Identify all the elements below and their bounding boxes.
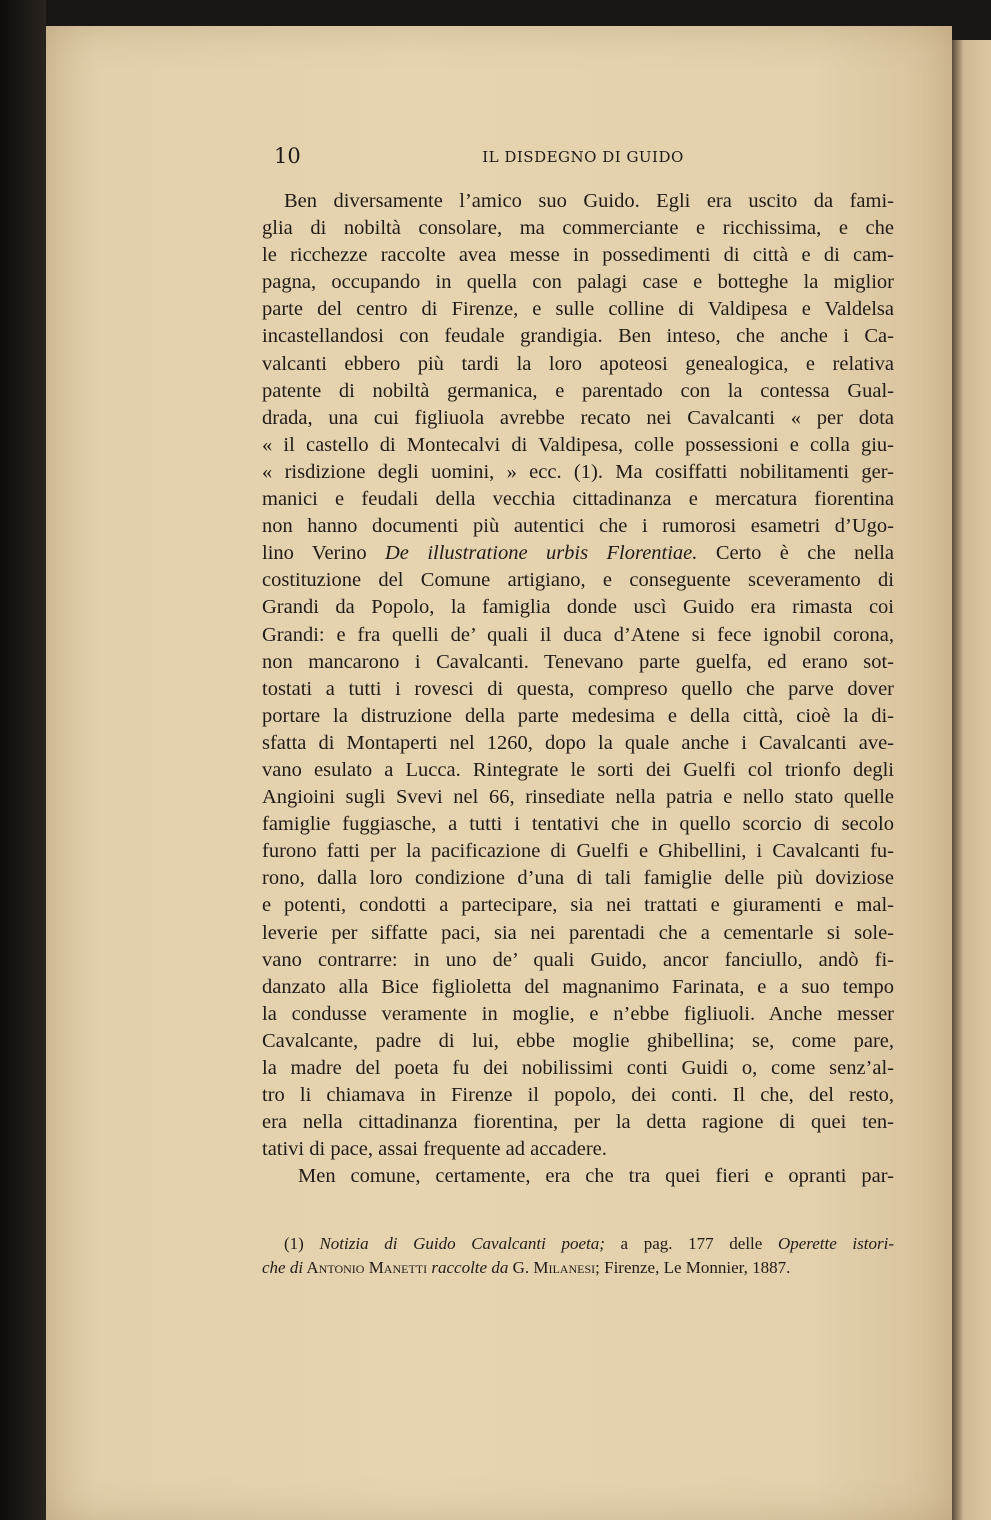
text-line: portare la distruzione della parte medesima e della città, cioè la di- bbox=[262, 704, 894, 727]
text-line: rono, dalla loro condizione d’una di tali famiglie delle più doviziose bbox=[262, 867, 894, 890]
text-line: manici e feudali della vecchia cittadinanza e mercatura fiorentina bbox=[262, 488, 894, 511]
text-line: Grandi: e fra quelli de’ quali il duca d’Atene si fece ignobil corona, bbox=[262, 623, 894, 646]
text-line: famiglie fuggiasche, a tutti i tentativi che in quello scorcio di secolo bbox=[262, 813, 894, 836]
text-line: e potenti, condotti a partecipare, sia nei trattati e giuramenti e mal- bbox=[262, 894, 894, 917]
text-line: vano esulato a Lucca. Rintegrate le sorti dei Guelfi col trionfo degli bbox=[262, 758, 894, 781]
text-line: tativi di pace, assai frequente ad accadere. bbox=[262, 1138, 607, 1161]
text-line: Angioini sugli Svevi nel 66, rinsediate nella patria e nello stato quelle bbox=[262, 786, 894, 809]
text-line: Men comune, certamente, era che tra quei fieri e opranti par- bbox=[298, 1165, 894, 1188]
text-line: costituzione del Comune artigiano, e conseguente sceveramento di bbox=[262, 569, 894, 592]
text-line: le ricchezze raccolte avea messe in possedimenti di città e di cam- bbox=[262, 244, 894, 267]
text-line: pagna, occupando in quella con palagi case e botteghe la miglior bbox=[262, 271, 894, 294]
book-title: De illustratione urbis Florentiae. bbox=[385, 542, 698, 565]
footnote-title: Notizia di Guido Cavalcanti poeta; bbox=[319, 1234, 605, 1253]
text-line: Grandi da Popolo, la famiglia donde uscì Guido era rimasta coi bbox=[262, 596, 894, 619]
text-line: leverie per siffatte paci, sia nei parentadi che a cementarle si sole- bbox=[262, 921, 894, 944]
footnote-marker: (1) bbox=[284, 1234, 304, 1253]
footnote-text: a pag. 177 delle bbox=[604, 1234, 778, 1253]
text-line: non hanno documenti più autentici che i rumorosi esametri d’Ugo- bbox=[262, 515, 894, 538]
text-line: danzato alla Bice figlioletta del magnanimo Farinata, e a suo tempo bbox=[262, 975, 894, 998]
running-title: IL DISDEGNO DI GUIDO bbox=[482, 148, 684, 166]
text-line: sfatta di Montaperti nel 1260, dopo la quale anche i Cavalcanti ave- bbox=[262, 731, 894, 754]
text-line: Cavalcante, padre di lui, ebbe moglie ghibellina; se, come pare, bbox=[262, 1029, 894, 1052]
text-line: vano contrarre: in uno de’ quali Guido, ancor fanciullo, andò fi- bbox=[262, 948, 894, 971]
text-line: parte del centro di Firenze, e sulle colline di Valdipesa e Valdelsa bbox=[262, 298, 894, 321]
footnote-text-italic: che di bbox=[262, 1258, 304, 1277]
book-gutter-shadow bbox=[0, 0, 46, 1520]
footnotes bbox=[262, 1232, 894, 1280]
text-line: valcanti ebbero più tardi la loro apoteosi genealogica, e relativa bbox=[262, 352, 894, 375]
text-line: « il castello di Montecalvi di Valdipesa, colle possessioni e colla giu- bbox=[262, 433, 894, 456]
text-line: tostati a tutti i rovesci di questa, compreso quello che parve dover bbox=[262, 677, 894, 700]
text-line: drada, una cui figliuola avrebbe recato nei Cavalcanti « per dota bbox=[262, 406, 894, 429]
text-line-with-title bbox=[262, 540, 894, 567]
text-segment: lino Verino bbox=[262, 542, 385, 565]
text-line: Ben diversamente l’amico suo Guido. Egli era uscito da fami- bbox=[284, 190, 894, 212]
text-line: tro li chiamava in Firenze il popolo, dei conti. Il che, del resto, bbox=[262, 1084, 894, 1107]
text-line: non mancarono i Cavalcanti. Tenevano parte guelfa, ed erano sot- bbox=[262, 650, 894, 673]
footnote-text-italic: raccolte da bbox=[431, 1258, 509, 1277]
text-line: incastellandosi con feudale grandigia. Ben inteso, che anche i Ca- bbox=[262, 325, 894, 348]
text-line: patente di nobiltà germanica, e parentado con la contessa Gual- bbox=[262, 379, 894, 402]
footnote-line bbox=[262, 1232, 894, 1256]
facing-page-edge bbox=[952, 40, 991, 1520]
text-segment: Certo è che nella bbox=[697, 542, 894, 565]
text-line: « risdizione degli uomini, » ecc. (1). Ma cosiffatti nobilitamenti ger- bbox=[262, 460, 894, 483]
page-number: 10 bbox=[274, 144, 301, 168]
text-line: glia di nobiltà consolare, ma commerciante e ricchissima, e che bbox=[262, 217, 894, 240]
text-line: la madre del poeta fu dei nobilissimi conti Guidi o, come senz’al- bbox=[262, 1057, 894, 1079]
footnote-editor: G. Milanesi bbox=[508, 1258, 596, 1277]
text-line: era nella cittadinanza fiorentina, per la detta ragione di quei ten- bbox=[262, 1111, 894, 1134]
text-line: la condusse veramente in moglie, e n’ebbe figliuoli. Anche messer bbox=[262, 1002, 894, 1025]
body-text bbox=[262, 188, 894, 1190]
footnote-publication: ; Firenze, Le Monnier, 1887. bbox=[595, 1258, 791, 1277]
footnote-author: Antonio Manetti bbox=[303, 1258, 432, 1277]
footnote-work: Operette istori- bbox=[777, 1234, 894, 1253]
text-line: furono fatti per la pacificazione di Guelfi e Ghibellini, i Cavalcanti fu- bbox=[262, 840, 894, 863]
footnote-line bbox=[262, 1256, 894, 1280]
page-header bbox=[268, 140, 898, 170]
